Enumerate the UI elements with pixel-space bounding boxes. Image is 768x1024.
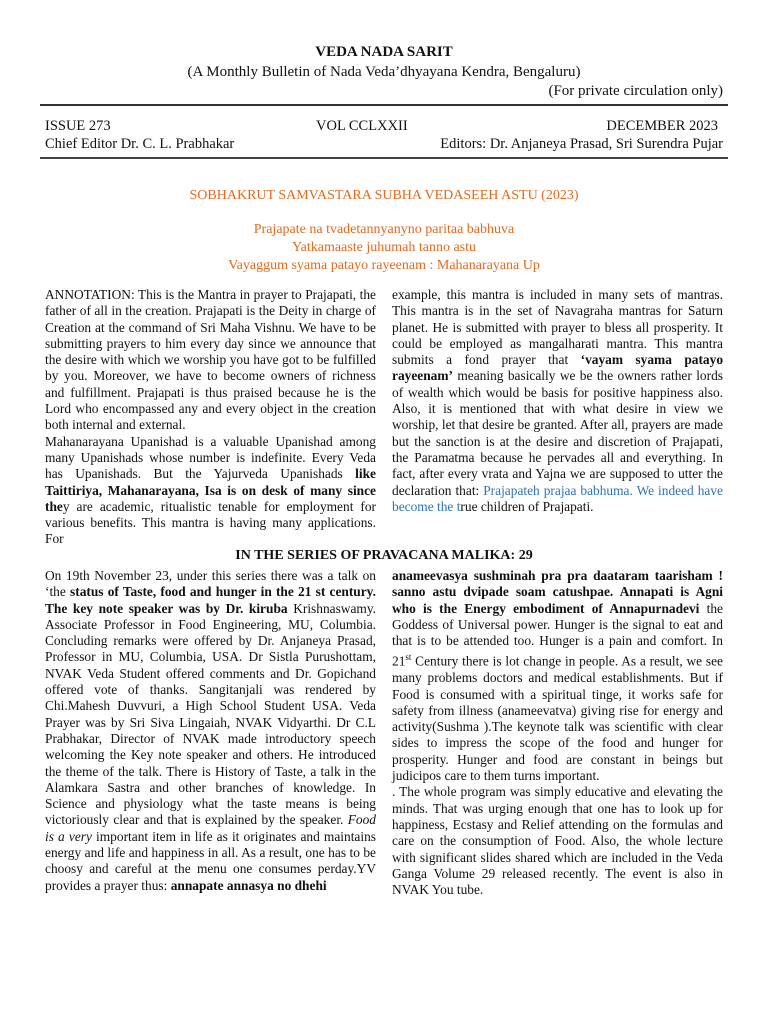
- meta-divider: [40, 157, 728, 159]
- text-run: the Goddess of Universal power. Hunger is the signal to eat and that is to be attended too. Hunger is a pain and comfort. In 21: [392, 600, 723, 669]
- bold-text-run: ‘vayam syama patayo rayeenam’: [392, 352, 724, 384]
- text-run: example, this mantra is included in many sets of mantras. This mantra is in the set of Navagraha mantras for Saturn planet. He is submitted with prayer to bless all prosperity. It could be employed as mangalharati mantra. This mantra submits a fond prayer that: [392, 287, 723, 368]
- annotation-right-column: [392, 287, 723, 515]
- top-divider: [40, 104, 728, 106]
- bold-text-run: anameevasya sushminah pra pra daataram taarisham ! sanno astu dvipade soam catushpae. Annapati is Agni who is the Energy embodiment of Annapurnadevi: [392, 568, 723, 616]
- text-run: meaning basically we be the owners rather lords of wealth which would be basis for positive happiness also. Also, it is mentioned that with what desire in view we worship, let that desire be granted. After all, prayers are made but the sanction is at the desire and discretion of Prajapati, the Paramatma because he pervades all and everything. In fact, after every vrata and Yajna we are supposed to utter the declaration that:: [392, 368, 723, 498]
- volume-number: VOL CCLXXII: [316, 118, 408, 134]
- mantra-line-3: Vayaggum syama patayo rayeenam : Mahanarayana Up: [228, 258, 540, 273]
- mantra-line-1: Prajapate na tvadetannyanyno paritaa babhuva: [253, 222, 515, 237]
- superscript: st: [405, 652, 412, 663]
- text-run: Krishnaswamy. Associate Professor in Food Engineering, MU, Columbia. Concluding remarks were offered by Dr. Anjaneya Prasad, Professor in MU, Columbia, USA. Dr Sistla Purushottam, NVAK Veda Student offered comments and Dr. Gopichand offered vote of thanks. Sangitanjali was rendered by Chi.Mahesh Duvvuri, a High School Student USA. Veda Prayer was by Sri Siva Lingaiah, NVAK Vidyarthi. Dr C.L Prabhakar, Director of NVAK made introductory speech welcoming the Key note speaker and others. He introduced the theme of the talk. There is History of Taste, a talk in the Alamkara Sastra and other branches of knowledge. In Science and physiology what the taste means is being victoriously clear and that is explained by the speaker.: [45, 600, 377, 828]
- chief-editor: Chief Editor Dr. C. L. Prabhakar: [45, 136, 235, 152]
- text-run: important item in life as it originates and maintains energy and life and happiness in all. As a result, one has to be choosy and careful at the menu one consumes perday.YV provides a prayer thus:: [45, 828, 376, 893]
- series-left-column: [45, 568, 376, 894]
- text-run: On 19th November 23, under this series there was a talk on ‘the: [45, 568, 376, 600]
- annotation-left-column: [45, 287, 376, 548]
- blue-text-run: Prajapateh prajaa babhuma. We indeed have become the t: [392, 482, 723, 514]
- application-paragraph: [392, 287, 723, 515]
- bulletin-subtitle: (A Monthly Bulletin of Nada Veda’dhyayana Kendra, Bengaluru): [187, 64, 581, 80]
- series-paragraph-left: [45, 568, 376, 894]
- mantra-line-2: Yatkamaaste juhumah tanno astu: [291, 240, 477, 255]
- issue-date: DECEMBER 2023: [606, 118, 718, 134]
- series-right-column: [392, 568, 723, 898]
- bold-text-run: like Taittiriya, Mahanarayana, Isa is on desk of many since the: [45, 466, 376, 514]
- bulletin-title: VEDA NADA SARIT: [315, 44, 453, 60]
- private-circulation-note: (For private circulation only): [548, 83, 723, 99]
- bold-text-run: annapate annasya no dhehi: [170, 877, 327, 893]
- italic-text-run: Food is a very: [45, 812, 376, 844]
- series-heading: IN THE SERIES OF PRAVACANA MALIKA: 29: [235, 548, 533, 563]
- series-closing-paragraph: . The whole program was simply educative and elevating the minds. That was urging enough that one has to look up for happiness, Ecstasy and Relief attending on the formulas and care on the consumption of Food. Also, the whole lecture with significant slides shared which are included in the Veda Ganga Volume 29 released recently. The event is also in NVAK You tube.: [392, 784, 723, 898]
- text-run: rue children of Prajapati.: [460, 498, 594, 514]
- greeting-line: SOBHAKRUT SAMVASTARA SUBHA VEDASEEH ASTU (2023): [189, 188, 579, 203]
- text-run: Mahanarayana Upanishad is a valuable Upanishad among many Upanishads whose number is indefinite. Every Veda has Upanishads. But the Yajurveda Upanishads: [45, 433, 376, 482]
- text-run: Century there is lot change in people. As a result, we see many problems doctors and medical establishments. But if Food is consumed with a spiritual tinge, it works safe for safety from illness (anameevatva) giving rise for energy and activity(Sushma ).The keynote talk was scientific with clear sides to impress the scope of the food and hunger for prosperity. Hunger and food are constant in beings but judicipos care to them turns important.: [392, 653, 723, 784]
- bold-text-run: status of Taste, food and hunger in the 21 st century. The key note speaker was by Dr. kiruba: [45, 584, 376, 616]
- text-run: y are academic, ritualistic tenable for employment for various benefits. This mantra is having many applications. For: [45, 498, 376, 547]
- editors: Editors: Dr. Anjaneya Prasad, Sri Surendra Pujar: [440, 136, 723, 152]
- issue-number: ISSUE 273: [45, 118, 111, 134]
- series-paragraph-right: [392, 568, 723, 784]
- mantra-block: [0, 221, 768, 275]
- mahanarayana-paragraph: [45, 434, 376, 548]
- annotation-paragraph: ANNOTATION: This is the Mantra in prayer to Prajapati, the father of all in the creation. Prajapati is the Deity in charge of Creation at the command of Sri Maha Vishnu. We have to be submitting prayers to him every day since we announce that the desire with which we worship you have got to be fulfilled by you. Moreover, we have to become owners of richness and fulfillment. Prajapati is thus praised because he is the Lord who encompassed any and every object in the creation both internal and external.: [45, 287, 376, 433]
